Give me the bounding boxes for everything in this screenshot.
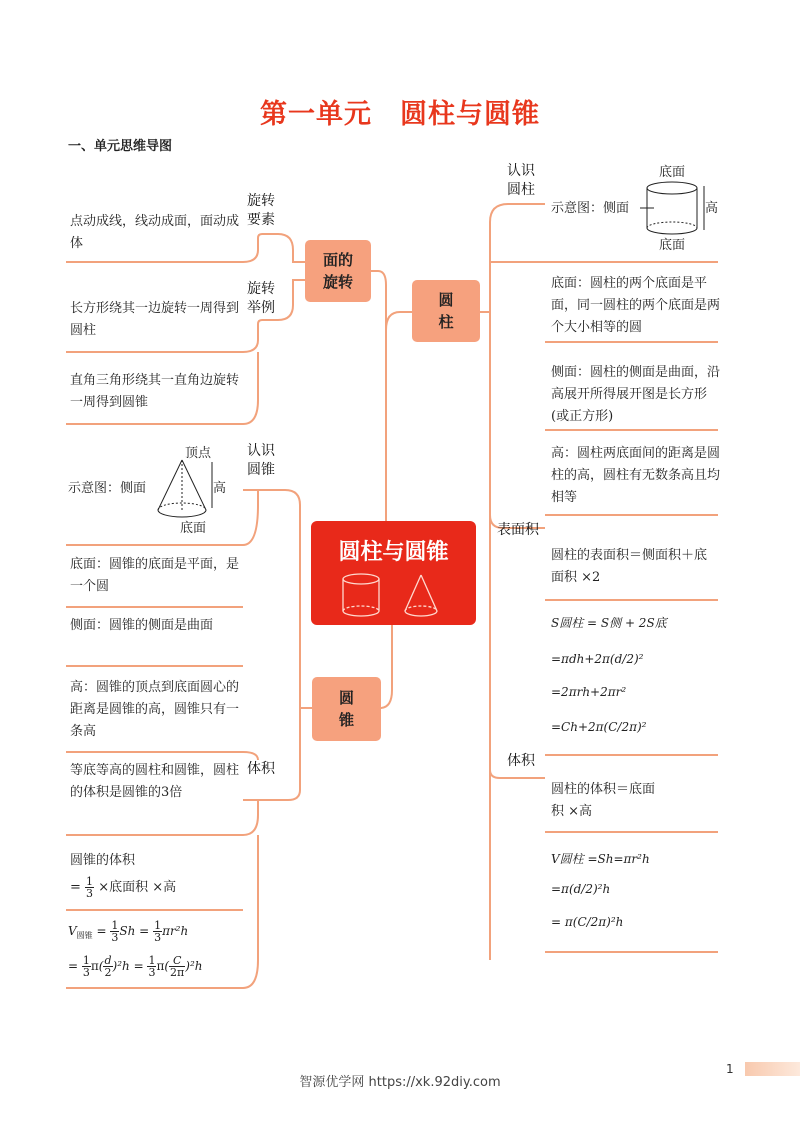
cone-base-text: 底面：圆锥的底面是平面，是一个圆 (70, 557, 240, 594)
cone-volume-text-1: 等底等高的圆柱和圆锥，圆柱的体积是圆锥的3倍 (70, 763, 240, 800)
cone-diagram-caption: 示意图：侧面 (68, 481, 147, 496)
var-v: V (68, 924, 77, 938)
cone-volume-formula-2 (68, 920, 188, 943)
frac-den: 3 (148, 966, 156, 979)
cylinder-area-text: 圆柱的表面积＝侧面积＋底面积 ×2 (551, 548, 708, 585)
eq-sign: = (70, 880, 81, 895)
node-cone: 圆锥 (312, 677, 381, 741)
frac-den: 3 (82, 966, 90, 979)
cone-volume-formula-3: = $\frac{1}{3}$ π( $\frac{d}{2}$ )²h = $\frac{1}{3}$ π( $\frac{C}{2\pi}$ )²h (68, 954, 203, 979)
cylinder-know-label: 认识圆柱 (507, 163, 535, 198)
fraction-one-third (85, 876, 94, 899)
cylinder-side-text: 侧面：圆柱的侧面是曲面，沿高展开所得展开图是长方形(或正方形) (551, 365, 721, 424)
cone-apex-label: 顶点 (185, 446, 212, 461)
term-sq-h: ²h (117, 959, 130, 973)
rotation-example-1: 长方形绕其一边旋转一周得到圆柱 (70, 301, 240, 338)
frac-num: 1 (111, 919, 119, 932)
frac-num: 1 (86, 875, 94, 888)
eq-sign: = (96, 924, 107, 938)
fraction-c-2pi (169, 955, 185, 978)
cone-volume-text-2b: ×底面积 ×高 (98, 880, 177, 895)
cylinder-bottom-label: 底面 (659, 238, 686, 253)
frac-den: 3 (154, 931, 162, 944)
page-title: 第一单元 圆柱与圆锥 (260, 99, 540, 130)
footer-watermark: 智源优学网 https://xk.92diy.com (299, 1075, 501, 1090)
cylinder-height-label: 高 (705, 201, 719, 216)
cylinder-volume-text: 圆柱的体积＝底面积 ×高 (551, 782, 656, 819)
frac-num: 1 (148, 954, 156, 967)
cone-base-label: 底面 (180, 521, 207, 536)
rotation-elements-text: 点动成线，线动成面，面动成体 (70, 214, 240, 251)
term-sq-h: ²h (189, 959, 203, 973)
cone-know-label: 认识圆锥 (247, 443, 275, 478)
frac-den: 3 (111, 931, 119, 944)
frac-num: 1 (154, 919, 162, 932)
cylinder-volume-label: 体积 (507, 753, 535, 769)
center-label: 圆柱与圆锥 (338, 540, 449, 565)
node-cylinder: 圆柱 (412, 280, 480, 342)
cone-volume-text-2a: 圆锥的体积 (70, 853, 136, 868)
cone-volume-label: 体积 (247, 761, 275, 777)
cone-height-text: 高：圆锥的顶点到底面圆心的距离是圆锥的高，圆锥只有一条高 (70, 680, 240, 739)
sub-cone: 圆锥 (76, 931, 93, 940)
frac-num: d (104, 954, 112, 967)
cylinder-area-formula-3: =2πrh+2πr² (551, 685, 627, 699)
rotation-elements-label: 旋转要素 (247, 193, 275, 228)
cylinder-volume-formula-1: V圆柱 =Sh=πr²h (551, 852, 650, 866)
cylinder-diagram (640, 180, 720, 238)
cylinder-area-label: 表面积 (497, 522, 539, 538)
cylinder-diagram-caption: 示意图：侧面 (551, 201, 630, 216)
cylinder-top-label: 底面 (659, 165, 686, 180)
center-node (311, 521, 476, 625)
frac-den: 2 (104, 966, 112, 979)
cylinder-area-formula-1: S圆柱 = S侧 + 2S底 (551, 616, 667, 630)
frac-num: C (169, 955, 185, 967)
rotation-examples-label: 旋转举例 (247, 281, 275, 316)
cylinder-area-formula-2: =πdh+2π(d/2)² (551, 652, 644, 666)
frac-den: 3 (86, 887, 94, 900)
section-heading: 一、单元思维导图 (68, 139, 173, 154)
eq-sign: = (68, 959, 79, 973)
cylinder-area-formula-4: =Ch+2π(C/2π)² (551, 720, 647, 734)
node-surface-rotation: 面的旋转 (305, 240, 371, 302)
cylinder-volume-formula-2: =π(d/2)²h (551, 882, 611, 896)
term-pir2h: πr²h (162, 924, 189, 938)
frac-num: 1 (82, 954, 90, 967)
fraction-one-third (153, 920, 162, 943)
rotation-example-2: 直角三角形绕其一直角边旋转一周得到圆锥 (70, 373, 240, 410)
cone-height-label: 高 (213, 481, 227, 496)
page-number: 1 (726, 1062, 734, 1076)
cylinder-volume-formula-3: = π(C/2π)²h (551, 915, 624, 929)
term-sh: Sh (119, 924, 136, 938)
cylinder-height-text: 高：圆柱两底面间的距离是圆柱的高，圆柱有无数条高且均相等 (551, 446, 721, 505)
eq-sign: = (133, 959, 144, 973)
fraction-d-2 (103, 955, 112, 978)
frac-den: 2π (170, 966, 185, 979)
pi: π (90, 959, 99, 973)
cone-diagram (150, 458, 220, 522)
pi: π (156, 959, 165, 973)
eq-sign: = (139, 924, 150, 938)
cylinder-base-text: 底面：圆柱的两个底面是平面，同一圆柱的两个底面是两个大小相等的圆 (551, 276, 721, 335)
cone-volume-formula-1 (70, 876, 176, 899)
fraction-one-third (82, 955, 91, 978)
cone-side-text: 侧面：圆锥的侧面是曲面 (70, 618, 214, 633)
center-shapes-icon (333, 571, 453, 621)
